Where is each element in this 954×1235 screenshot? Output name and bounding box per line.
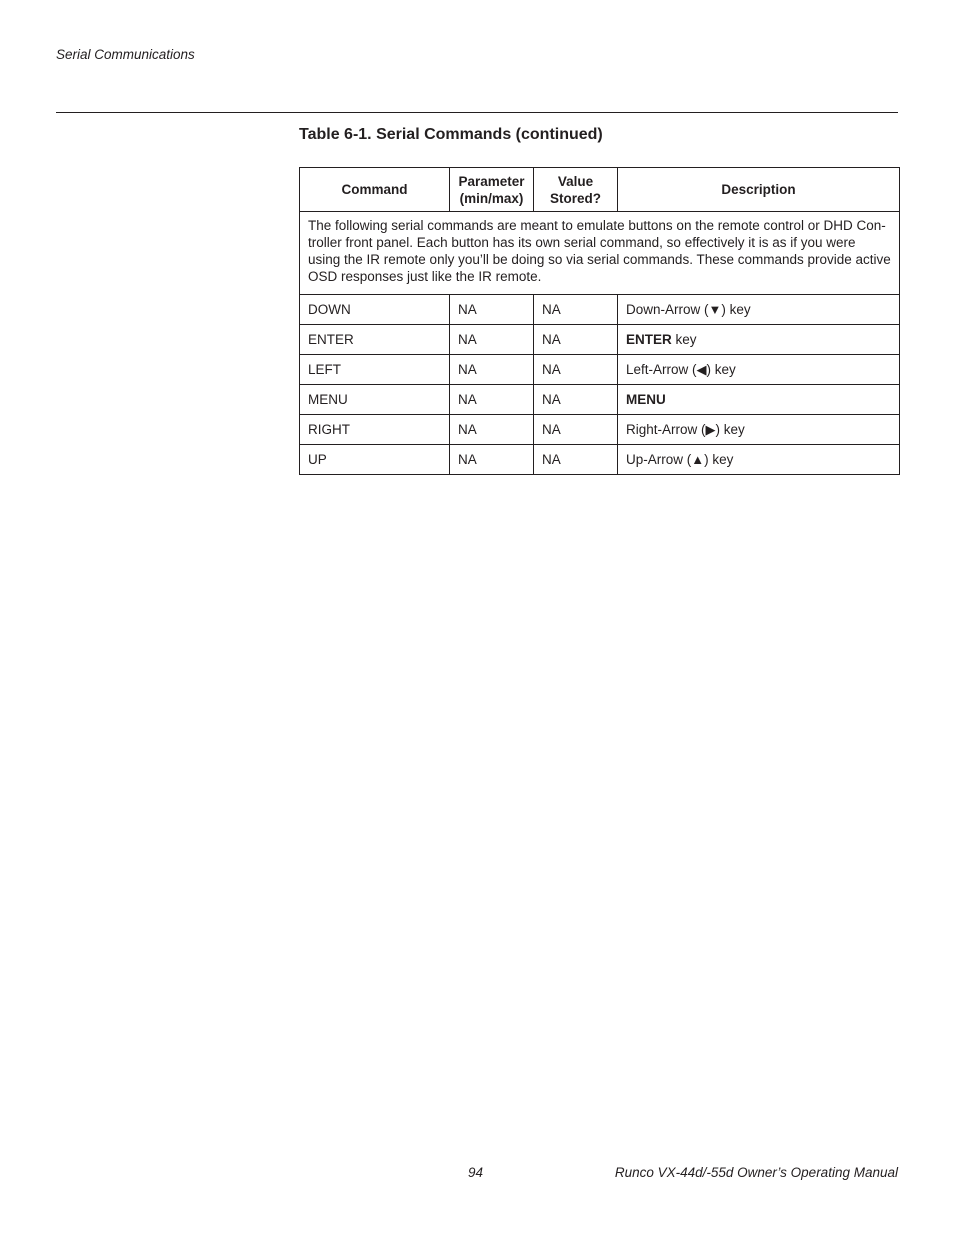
left-arrow-icon: ◀ (696, 362, 707, 377)
parameter-cell: NA (450, 325, 534, 355)
description-cell: Left-Arrow (◀) key (618, 355, 900, 385)
command-cell: ENTER (300, 325, 450, 355)
down-arrow-icon: ▼ (708, 302, 722, 317)
table-row (300, 355, 900, 385)
description-cell: Up-Arrow (▲) key (618, 445, 900, 475)
header-rule (56, 112, 898, 113)
up-arrow-icon: ▲ (691, 452, 705, 467)
table-row (300, 295, 900, 325)
table-row (300, 445, 900, 475)
running-header: Serial Communications (56, 47, 195, 62)
parameter-cell: NA (450, 295, 534, 325)
description-cell: Right-Arrow (▶) key (618, 415, 900, 445)
stored-cell: NA (534, 325, 618, 355)
table-title: Table 6-1. Serial Commands (continued) (299, 126, 603, 143)
command-cell: RIGHT (300, 415, 450, 445)
column-header-value-stored: Value Stored? (534, 168, 618, 212)
command-cell: MENU (300, 385, 450, 415)
column-header-command: Command (300, 168, 450, 212)
serial-commands-table (299, 167, 900, 475)
command-cell: LEFT (300, 355, 450, 385)
stored-cell: NA (534, 295, 618, 325)
table-row (300, 415, 900, 445)
parameter-cell: NA (450, 385, 534, 415)
description-cell: Down-Arrow (▼) key (618, 295, 900, 325)
stored-cell: NA (534, 415, 618, 445)
command-cell: DOWN (300, 295, 450, 325)
stored-cell: NA (534, 445, 618, 475)
footer-manual-title: Runco VX-44d/-55d Owner’s Operating Manual (614, 1165, 898, 1180)
stored-cell: NA (534, 385, 618, 415)
table-row (300, 325, 900, 355)
column-header-parameter: Parameter (min/max) (450, 168, 534, 212)
column-header-description: Description (618, 168, 900, 212)
command-cell: UP (300, 445, 450, 475)
description-cell: MENU (618, 385, 900, 415)
intro-text: The following serial commands are meant to emulate buttons on the remote control or DHD Con-troller front panel. Each button has its own serial command, so effectively it is as if you were using the IR remote only you’ll be doing so via serial commands. These commands provide active OSD responses just like the IR remote. (300, 212, 900, 295)
right-arrow-icon: ▶ (705, 422, 716, 437)
table-row (300, 385, 900, 415)
intro-row (300, 212, 900, 295)
parameter-cell: NA (450, 355, 534, 385)
parameter-cell: NA (450, 445, 534, 475)
stored-cell: NA (534, 355, 618, 385)
parameter-cell: NA (450, 415, 534, 445)
page-number: 94 (468, 1165, 484, 1180)
table-header-row (300, 168, 900, 212)
description-cell: ENTER key (618, 325, 900, 355)
